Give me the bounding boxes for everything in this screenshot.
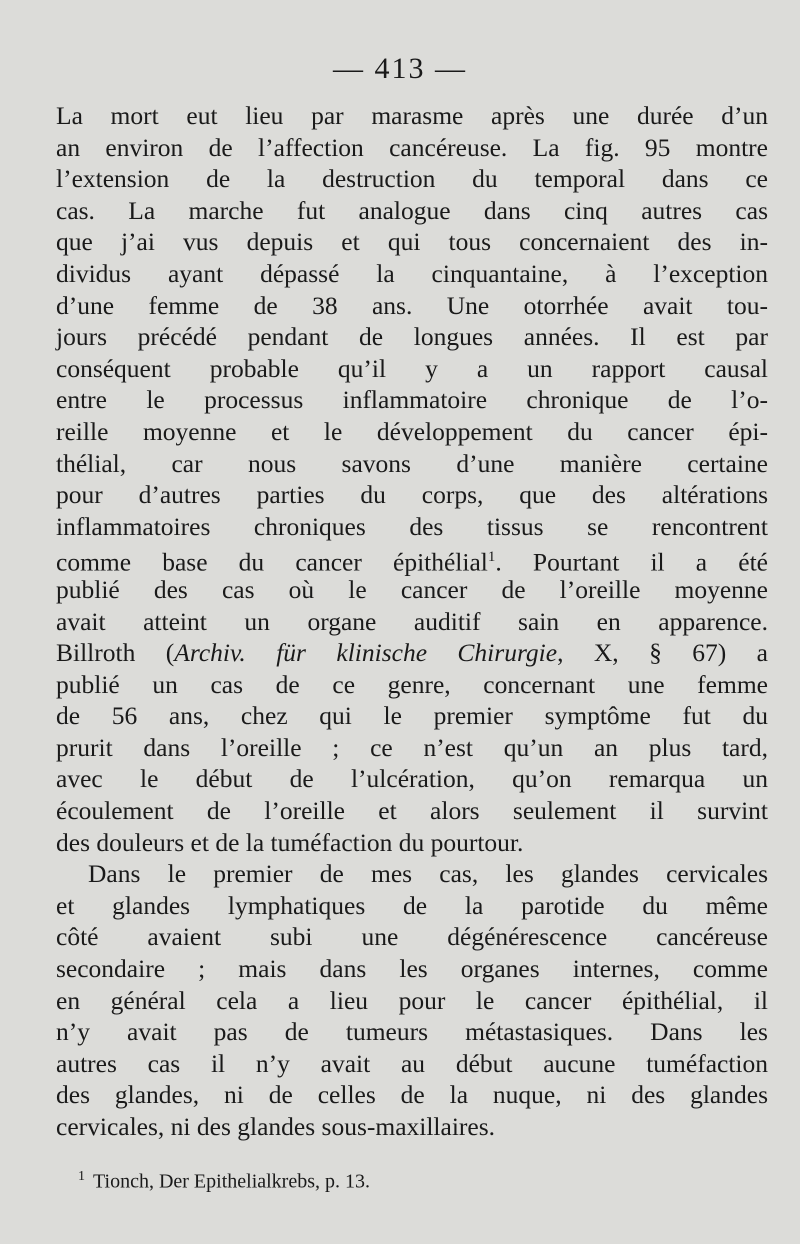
- text-line: n’y avait pas de tumeurs métastasiques. Dans les: [56, 1017, 768, 1047]
- text-line: dividus ayant dépassé la cinquantaine, à l’exception: [56, 258, 768, 288]
- text-line: cervicales, ni des glandes sous-maxillaires.: [56, 1112, 496, 1141]
- text-line: côté avaient subi une dégénérescence cancéreuse: [56, 922, 768, 952]
- text-line: cas. La marche fut analogue dans cinq autres cas: [56, 195, 768, 225]
- text-line-with-footnote-ref: [56, 542, 768, 577]
- text-line: secondaire ; mais dans les organes internes, comme: [56, 954, 768, 984]
- text-line: jours précédé pendant de longues années. Il est par: [56, 322, 768, 352]
- text-line: avec le début de l’ulcération, qu’on remarqua un: [56, 764, 768, 794]
- text-line: thélial, car nous savons d’une manière certaine: [56, 448, 768, 478]
- text-line: publié un cas de ce genre, concernant une femme: [56, 669, 768, 699]
- text-fragment: comme base du cancer épithélial: [56, 547, 488, 577]
- footnote-text: Tionch, Der Epithelialkrebs, p. 13.: [93, 1170, 371, 1193]
- text-line: et glandes lymphatiques de la parotide du même: [56, 890, 768, 920]
- text-line: avait atteint un organe auditif sain en apparence.: [56, 606, 768, 636]
- text-line: en général cela a lieu pour le cancer épithélial, il: [56, 985, 768, 1015]
- text-line: que j’ai vus depuis et qui tous concernaient des in-: [56, 227, 768, 257]
- body-text: [56, 100, 768, 1143]
- text-fragment: Billroth (: [56, 638, 175, 668]
- text-line: de 56 ans, chez qui le premier symptôme fut du: [56, 701, 768, 731]
- text-line: reille moyenne et le développement du cancer épi-: [56, 416, 768, 446]
- text-line: des glandes, ni de celles de la nuque, ni des glandes: [56, 1080, 768, 1110]
- text-line: l’extension de la destruction du temporal dans ce: [56, 164, 768, 194]
- text-line: conséquent probable qu’il y a un rapport causal: [56, 353, 768, 383]
- footnote: [78, 1164, 370, 1195]
- text-line: autres cas il n’y avait au début aucune tuméfaction: [56, 1048, 768, 1078]
- text-line: inflammatoires chroniques des tissus se rencontrent: [56, 511, 768, 541]
- text-line: entre le processus inflammatoire chronique de l’o-: [56, 385, 768, 415]
- text-line: écoulement de l’oreille et alors seulement il survint: [56, 796, 768, 826]
- text-line: Dans le premier de mes cas, les glandes cervicales: [88, 859, 768, 889]
- text-line: publié des cas où le cancer de l’oreille moyenne: [56, 574, 768, 604]
- footnote-mark: 1: [78, 1169, 85, 1184]
- text-line: prurit dans l’oreille ; ce n’est qu’un an plus tard,: [56, 732, 768, 762]
- page-number: — 413 —: [333, 52, 467, 85]
- text-fragment: , X, § 67) a: [557, 638, 768, 668]
- journal-title: Archiv. für klinische Chirurgie: [174, 638, 558, 668]
- text-line-with-citation: [56, 637, 768, 669]
- text-line: des douleurs et de la tuméfaction du pourtour.: [56, 827, 524, 857]
- text-line: pour d’autres parties du corps, que des altérations: [56, 480, 768, 510]
- text-fragment: . Pourtant il a été: [495, 547, 768, 577]
- text-line: d’une femme de 38 ans. Une otorrhée avait tou-: [56, 290, 768, 320]
- footnote-reference: 1: [487, 549, 496, 566]
- text-line: La mort eut lieu par marasme après une durée d’un: [56, 101, 768, 130]
- text-line: an environ de l’affection cancéreuse. La fig. 95 montre: [56, 132, 768, 162]
